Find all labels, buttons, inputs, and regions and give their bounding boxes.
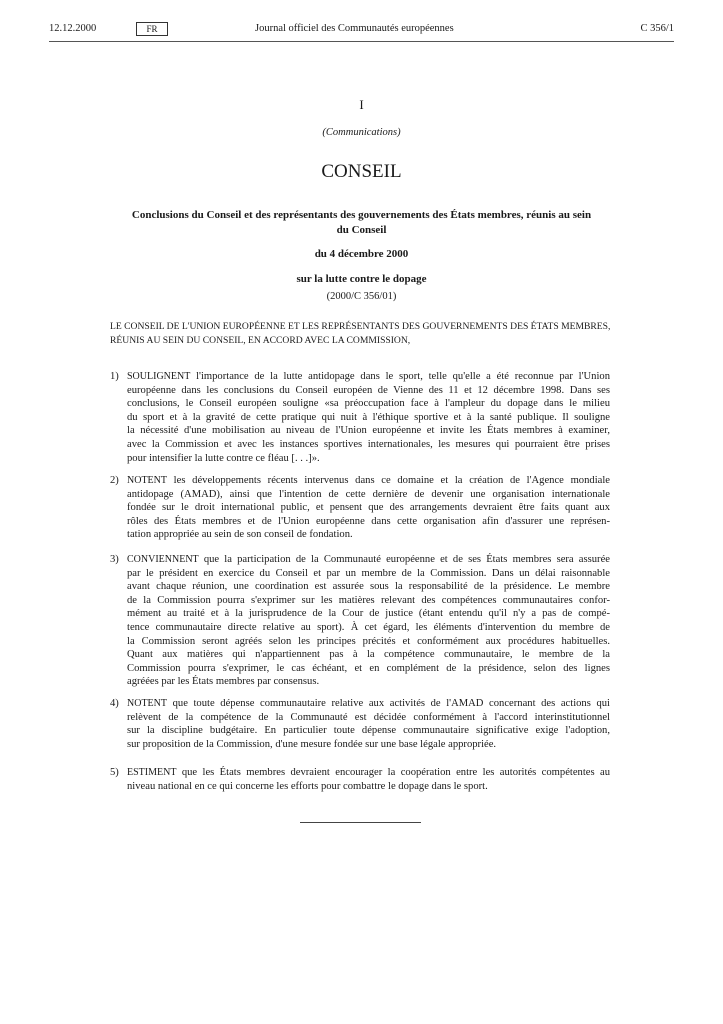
item-keyword: ESTIMENT [127,767,177,778]
language-badge: FR [136,22,168,36]
item-line: avec la Commission et avec les instances sportives internationales, les mesures qui pourraient être prises [127,438,610,450]
item-line [127,697,610,711]
item-text: l'importance de la lutte antidopage dans le sport, telle qu'elle a été reconnue par l'Union [190,371,610,382]
item-line: tence communautaire directe relative au sport). À cet égard, les éléments d'intervention du membre de [127,621,610,633]
item-line: tation appropriée au sein de son conseil de fondation. [127,529,353,541]
item-body [127,474,610,542]
item-line: la nécessité d'une mobilisation au niveau de l'Union européenne et invite les États membres à examiner, [127,425,610,437]
item-line: pour intensifier la lutte contre ce fléau [. . .]». [127,452,320,464]
preamble [110,320,610,347]
item-line: rôles des États membres et de l'Union européenne dans cette organisation afin d'assurer une représen- [127,515,610,527]
subsection-title: (Communications) [322,127,401,138]
item-line: fondée sur le droit international public, et pensent que des arrangements devraient être faits quant aux [127,502,610,514]
item-text: que la participation de la Communauté européenne et de ses États membres sera assurée [198,554,610,565]
document-subject: sur la lutte contre le dopage [296,273,427,285]
item-line [127,766,610,780]
item-line: la Commission seront agréés selon les principes précités et conformément aux procédures habituelles. [127,635,610,647]
item-line: européenne dans les conclusions du Conseil européen de Vienne des 11 et 12 décembre 1998. Dans ses [127,384,610,396]
header-rule [49,41,674,42]
header-date: 12.12.2000 [49,23,97,34]
document-title-line1: Conclusions du Conseil et des représentants des gouvernements des États membres, réunis au sein [131,209,592,221]
item-body [127,553,610,689]
item-line [127,474,610,488]
institution-title: CONSEIL [321,161,402,182]
item-line: sur la discipline budgétaire. En particulier toute dépense communautaire significative exige l'adoption, [127,725,610,737]
document-code: (2000/C 356/01) [326,291,397,302]
preamble-line: RÉUNIS AU SEIN DU CONSEIL, EN ACCORD AVEC LA COMMISSION, [110,334,411,346]
item-line [127,553,610,567]
preamble-line: LE CONSEIL DE L'UNION EUROPÉENNE ET LES REPRÉSENTANTS DES GOUVERNEMENTS DES ÉTATS MEMBRES, [110,321,611,332]
item-body [127,697,610,751]
item-text: les développements récents intervenus dans ce domaine et la création de l'Agence mondiale [167,475,610,486]
item-line: conclusions, le Conseil européen souligne «sa préoccupation face à l'ampleur du dopage dans le milieu [127,398,610,410]
item-body [127,766,610,793]
item-line: Commission pourra s'exprimer, le cas échéant, et en complément de la présidence, selon des lignes [127,662,610,674]
item-number: 4) [110,698,119,709]
item-line: du sport et à la gravité de cette pratique qui nuit à l'éthique sportive et à la santé publique. Il souligne [127,411,610,423]
document-title-line2: du Conseil [336,224,387,236]
item-number: 1) [110,371,119,382]
item-number: 2) [110,475,119,486]
item-keyword: NOTENT [127,698,167,709]
item-text: que toute dépense communautaire relative aux activités de l'AMAD concernant des actions qui [167,698,610,709]
item-keyword: CONVIENNENT [127,554,199,565]
item-line: sur proposition de la Commission, d'une mesure fondée sur une base légale appropriée. [127,738,497,750]
item-line: avant chaque réunion, une coordination est assurée sous la responsabilité de la présidence. Le membre [127,581,610,593]
item-line: Quant aux matières qui n'appartiennent pas à la compétence communautaire, le membre de la [127,649,610,661]
item-line: antidopage (AMAD), ainsi que l'intention de cette dernière de devenir une organisation internationale [127,488,610,500]
item-line [127,370,610,384]
item-keyword: SOULIGNENT [127,371,191,382]
journal-title: Journal officiel des Communautés européennes [255,23,454,34]
item-text: que les États membres devraient encourager la coopération entre les autorités compétentes au [176,767,610,778]
item-line: niveau national en ce qui concerne les efforts pour combattre le dopage dans le sport. [127,780,488,792]
end-rule [300,822,421,823]
item-line: par le président en exercice du Conseil et par un membre de la Commission. Dans un délai raisonnable [127,567,610,579]
item-body [127,370,610,465]
item-line: mément au traité et à la jurisprudence de la Cour de justice (étant entendu qu'il n'y a pas de compé- [127,608,610,620]
item-number: 3) [110,554,119,565]
section-number: I [359,97,364,112]
header-reference: C 356/1 [640,23,674,34]
item-number: 5) [110,767,119,778]
item-line: relèvent de la compétence de la Communauté est décidée conformément à l'accord interinstitutionnel [127,711,610,723]
item-line: de la Commission pourra s'exprimer sur les matières relevant des compétences communautaires confor- [127,594,610,606]
item-keyword: NOTENT [127,475,167,486]
item-line: agréées par les États membres par consensus. [127,676,320,688]
document-date: du 4 décembre 2000 [314,248,409,260]
